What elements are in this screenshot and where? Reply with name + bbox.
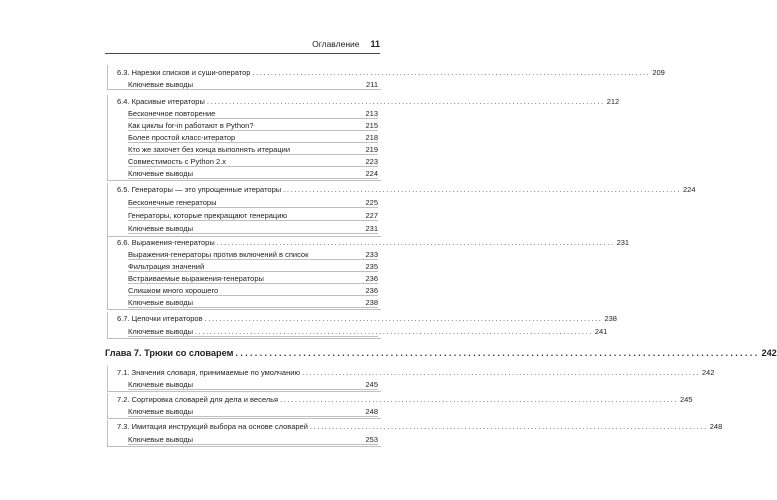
toc-entry-subsection[interactable] [128, 169, 378, 179]
toc-entry-subsection[interactable] [128, 133, 378, 143]
toc-entry-page: 248 [365, 407, 378, 416]
leader-dots: ............................................................................................................ [309, 422, 708, 431]
toc-entry-title: Как циклы for-in работают в Python? [128, 121, 254, 130]
running-header-title: Оглавление [312, 39, 360, 49]
toc-entry-page: 231 [616, 238, 630, 247]
toc-entry-title: 7.1. Значения словаря, принимаемые по умолчанию [117, 368, 301, 377]
toc-entry-page: 223 [365, 157, 378, 166]
toc-entry-page: 241 [594, 327, 608, 336]
toc-entry-title: Ключевые выводы [128, 407, 193, 416]
leader-dots: ............................................................................................................ [252, 68, 651, 77]
toc-entry-section[interactable] [117, 395, 693, 404]
toc-entry-subsection[interactable] [128, 211, 378, 221]
toc-entry-subsection[interactable] [128, 224, 378, 234]
toc-entry-page: 213 [365, 109, 378, 118]
toc-entry-title: Ключевые выводы [128, 224, 193, 233]
toc-entry-page: 227 [365, 211, 378, 220]
toc-entry-page: 231 [365, 224, 378, 233]
toc-entry-section[interactable] [117, 422, 723, 431]
toc-entry-page: 236 [365, 286, 378, 295]
page-number: 11 [370, 39, 380, 49]
toc-entry-page: 245 [365, 380, 378, 389]
toc-entry-page: 225 [365, 198, 378, 207]
toc-entry-page: 245 [679, 395, 693, 404]
toc-entry-section[interactable] [117, 68, 665, 77]
toc-entry-subsection[interactable] [128, 121, 378, 131]
toc-entry-section[interactable] [117, 97, 620, 106]
toc-entry-section[interactable] [117, 185, 696, 194]
toc-entry-subsection[interactable] [128, 286, 378, 296]
toc-entry-subsection[interactable] [128, 250, 378, 260]
toc-entry-subsection[interactable] [128, 298, 378, 308]
toc-entry-section[interactable] [117, 238, 630, 247]
toc-entry-subsection[interactable] [128, 198, 378, 208]
toc-entry-title: Встраиваемые выражения-генераторы [128, 274, 264, 283]
toc-entry-chapter[interactable] [105, 348, 777, 359]
toc-entry-page: 235 [365, 262, 378, 271]
toc-chapter-page: 242 [761, 348, 777, 358]
toc-entry-subsection[interactable] [128, 435, 378, 445]
leader-dots: ............................................................................................................ [235, 348, 760, 358]
toc-entry-page: 242 [701, 368, 715, 377]
toc-entry-title: Выражения-генераторы против включений в список [128, 250, 309, 259]
toc-entry-title: 6.7. Цепочки итераторов [117, 314, 203, 323]
toc-entry-title: Совместимость с Python 2.x [128, 157, 226, 166]
leader-dots: ............................................................................................................ [280, 395, 678, 404]
toc-entry-title: Ключевые выводы [128, 298, 193, 307]
leader-dots: ............................................................................................................ [283, 185, 681, 194]
toc-entry-title: 7.3. Имитация инструкций выбора на основе словарей [117, 422, 308, 431]
toc-entry-page: 219 [365, 145, 378, 154]
toc-entry-subsection[interactable] [128, 145, 378, 155]
toc-entry-title: Ключевые выводы [128, 80, 193, 89]
toc-entry-subsection[interactable] [128, 262, 378, 272]
toc-entry-title: Бесконечные генераторы [128, 198, 217, 207]
leader-dots: ............................................................................................................ [302, 368, 700, 377]
toc-entry-title: Слишком много хорошего [128, 286, 219, 295]
toc-entry-title: Бесконечное повторение [128, 109, 216, 118]
toc-entry-subsection[interactable] [128, 157, 378, 167]
toc-entry-page: 218 [365, 133, 378, 142]
toc-entry-page: 238 [365, 298, 378, 307]
toc-entry-title: 6.4. Красивые итераторы [117, 97, 205, 106]
toc-entry-subsection[interactable] [128, 274, 378, 284]
toc-entry-title: Ключевые выводы [128, 327, 193, 336]
toc-entry-page: 215 [365, 121, 378, 130]
leader-dots: ............................................................................................................ [204, 314, 603, 323]
toc-entry-title: 6.3. Нарезки списков и суши-оператор [117, 68, 251, 77]
toc-entry-title: 6.6. Выражения-генераторы [117, 238, 215, 247]
leader-dots: ............................................................................................................ [216, 238, 615, 247]
toc-entry-section[interactable] [117, 368, 715, 377]
toc-entry-page: 212 [606, 97, 620, 106]
leader-dots: ............................................................................................................ [206, 97, 605, 106]
toc-entry-subsection[interactable] [128, 327, 608, 337]
toc-entry-title: Кто же захочет без конца выполнять итерации [128, 145, 291, 154]
toc-entry-title: Более простой класс-итератор [128, 133, 236, 142]
toc-entry-title: 6.5. Генераторы — это упрощенные итераторы [117, 185, 282, 194]
toc-entry-title: Генераторы, которые прекращают генерацию [128, 211, 288, 220]
toc-entry-title: Ключевые выводы [128, 380, 193, 389]
toc-entry-title: Фильтрация значений [128, 262, 205, 271]
toc-entry-subsection[interactable] [128, 109, 378, 119]
toc-entry-page: 248 [709, 422, 723, 431]
toc-entry-subsection[interactable] [128, 407, 378, 417]
toc-entry-title: Ключевые выводы [128, 169, 193, 178]
leader-dots: ............................................................................................................ [194, 327, 593, 336]
toc-entry-page: 209 [652, 68, 665, 77]
toc-entry-subsection[interactable] [128, 80, 378, 90]
toc-entry-subsection[interactable] [128, 380, 378, 390]
toc-entry-section[interactable] [117, 314, 617, 323]
toc-chapter-title: Глава 7. Трюки со словарем [105, 348, 234, 358]
toc-entry-page: 211 [366, 80, 378, 89]
toc-entry-page: 233 [365, 250, 378, 259]
toc-entry-page: 224 [683, 185, 696, 194]
toc-entry-page: 224 [365, 169, 378, 178]
toc-entry-page: 236 [365, 274, 378, 283]
toc-entry-page: 238 [604, 314, 617, 323]
toc-entry-title: 7.2. Сортировка словарей для дела и веселья [117, 395, 279, 404]
toc-entry-page: 253 [365, 435, 378, 444]
toc-entry-title: Ключевые выводы [128, 435, 193, 444]
